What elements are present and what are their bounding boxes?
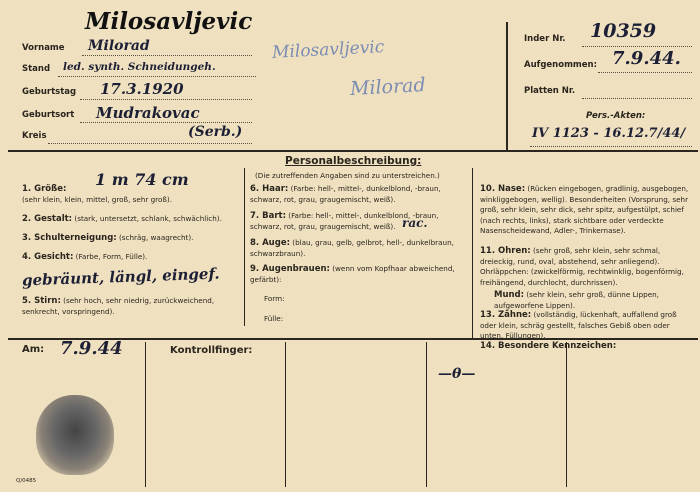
item-augenbrauen: 9. Augenbrauen: (wenn vom Kopfhaar abweichend, gefärbt): <box>250 264 455 284</box>
item-haar: 6. Haar: (Farbe: hell-, mittel-, dunkelblond, -braun, schwarz, rot, grau, graugemischt, weiß). <box>250 184 441 204</box>
item-gesicht: 4. Gesicht: (Farbe, Form, Fülle). <box>22 252 148 262</box>
item-schulter: 3. Schulterneigung: (schräg, waagrecht). <box>22 233 194 243</box>
stamp-surname: Milosavljevic <box>271 37 385 63</box>
geburtsort-label: Geburtsort <box>22 110 75 120</box>
item-nase: 10. Nase: (Rücken eingebogen, gradlinig, ausgebogen, winkliggebogen, wellig). Besonderheiten (Vorsprung, sehr groß, sehr klein, sehr dick, sehr spitz, aufgestülpt, schief (nach rechts, links), stark sichtbare oder verdeckte Nasenscheidewand, Adler-, Trinkernase). <box>480 184 689 236</box>
item-auge: 8. Auge: (blau, grau, gelb, gelbrot, hell-, dunkelbraun, schwarzbraun). <box>250 238 454 258</box>
geburtsort-value: Mudrakovac <box>96 104 200 122</box>
item-kennzeichen: 14. Besondere Kennzeichen: <box>480 341 617 351</box>
gesicht-hand: gebräunt, längl, eingef. <box>21 264 220 290</box>
finger-divider-1 <box>145 342 146 487</box>
groesse-hand: 1 m 74 cm <box>95 170 189 189</box>
inder-nr-value: 10359 <box>590 20 657 42</box>
item-groesse: 1. Größe: (sehr klein, klein, mittel, groß, sehr groß). <box>22 184 172 204</box>
vorname-label: Vorname <box>22 43 65 53</box>
pers-akten-label: Pers.-Akten: <box>586 111 646 121</box>
geburtstag-label: Geburtstag <box>22 87 77 97</box>
item-bart: 7. Bart: (Farbe: hell-, mittel-, dunkelblond, -braun, schwarz, rot, grau, graugemischt, weiß). <box>250 211 439 231</box>
finger-divider-2 <box>285 342 286 487</box>
col-divider-1 <box>244 168 245 326</box>
right-block-divider <box>506 22 508 151</box>
aufgenommen-value: 7.9.44. <box>612 48 681 69</box>
item-ohren: 11. Ohren: (sehr groß, sehr klein, sehr schmal, dreieckig, rund, oval, abstehend, sehr anliegend). Ohrläppchen: (zwickelförmig, rechtwinklig, bogenförmig, freihängend, durchlocht, durchrissen). <box>480 246 684 287</box>
item-zaehne: 13. Zähne: (vollständig, lückenhaft, auffallend groß oder klein, schräg gestellt, falsches Gebiß oben oder unten, Füllungen). <box>480 310 677 341</box>
fingerprint <box>36 395 114 475</box>
vorname-value: Milorad <box>88 38 150 54</box>
pers-akten-value: IV 1123 - 16.12.7/44/ <box>532 126 686 141</box>
col-divider-2 <box>472 168 473 338</box>
stand-label: Stand <box>22 64 51 74</box>
stand-value: led. synth. Schneidungeh. <box>63 61 216 73</box>
platten-nr-label: Platten Nr. <box>524 86 576 96</box>
finger-divider-3 <box>426 342 427 487</box>
kreis-label: Kreis <box>22 131 47 141</box>
personal-subtitle: (Die zutreffenden Angaben sind zu unterstreichen.) <box>255 171 440 180</box>
geburtstag-value: 17.3.1920 <box>100 80 184 98</box>
kontrollfinger-label: Kontrollfinger: <box>170 345 253 356</box>
form-number: Q/0485 <box>16 478 37 484</box>
handwritten-mark: —θ— <box>438 366 476 382</box>
kreis-value: (Serb.) <box>188 124 243 140</box>
am-value: 7.9.44 <box>60 338 123 359</box>
finger-divider-4 <box>566 342 567 487</box>
item-mund: Mund: (sehr klein, sehr groß, dünne Lippen, aufgeworfene Lippen). <box>494 290 659 310</box>
inder-nr-label: Inder Nr. <box>524 34 566 44</box>
am-label: Am: <box>22 344 45 355</box>
item-fuelle: Fülle: <box>264 314 284 323</box>
surname: Milosavljevic <box>85 8 253 35</box>
item-form: Form: <box>264 294 285 303</box>
top-section-divider <box>8 150 698 152</box>
aufgenommen-label: Aufgenommen: <box>524 60 597 70</box>
stamp-firstname: Milorad <box>349 74 427 100</box>
item-gestalt: 2. Gestalt: (stark, untersetzt, schlank, schwächlich). <box>22 214 222 224</box>
personal-title: Personalbeschreibung: <box>285 155 422 167</box>
bart-hand: rас. <box>402 216 428 230</box>
item-stirn: 5. Stirn: (sehr hoch, sehr niedrig, zurückweichend, senkrecht, vorspringend). <box>22 296 215 316</box>
